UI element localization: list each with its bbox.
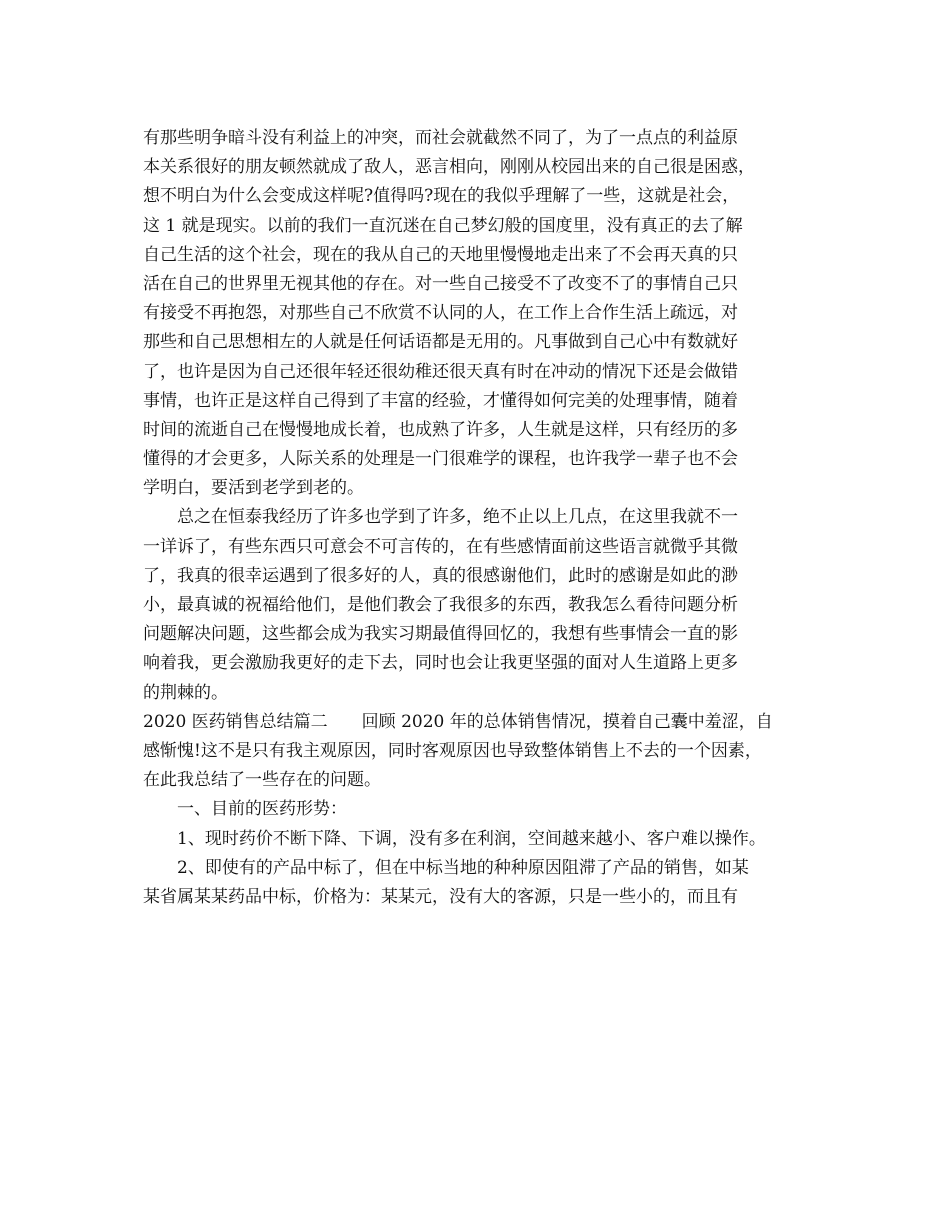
text-line: 感惭愧!这不是只有我主观原因，同时客观原因也导致整体销售上不去的一个因素， [143, 740, 762, 761]
text-line: 总之在恒泰我经历了许多也学到了许多，绝不止以上几点，在这里我就不一 [177, 507, 738, 528]
text-line: 响着我，更会激励我更好的走下去，同时也会让我更坚强的面对人生道路上更多 [143, 653, 738, 674]
text-line: 那些和自己思想相左的人就是任何话语都是无用的。凡事做到自己心中有数就好 [143, 332, 738, 353]
text-line: 的荆棘的。 [143, 682, 228, 703]
text-line: 2、即使有的产品中标了，但在中标当地的种种原因阻滞了产品的销售，如某 [177, 857, 749, 878]
document-body [143, 124, 823, 912]
text-line: 这 1 就是现实。以前的我们一直沉迷在自己梦幻般的国度里，没有真正的去了解 [143, 215, 743, 236]
text-line: 一、目前的医药形势： [177, 799, 347, 820]
text-line: 在此我总结了一些存在的问题。 [143, 770, 381, 791]
text-line: 2020 医药销售总结篇二 回顾 2020 年的总体销售情况，摸着自己囊中羞涩，自 [143, 711, 773, 732]
text-line: 时间的流逝自己在慢慢地成长着，也成熟了许多，人生就是这样，只有经历的多 [143, 419, 738, 440]
text-line: 活在自己的世界里无视其他的存在。对一些自己接受不了改变不了的事情自己只 [143, 273, 738, 294]
text-line: 问题解决问题，这些都会成为我实习期最值得回忆的，我想有些事情会一直的影 [143, 624, 738, 645]
text-line: 本关系很好的朋友顿然就成了敌人，恶言相向，刚刚从校园出来的自己很是困惑， [143, 157, 755, 178]
text-line: 小，最真诚的祝福给他们，是他们教会了我很多的东西，教我怎么看待问题分析 [143, 595, 738, 615]
text-line: 懂得的才会更多，人际关系的处理是一门很难学的课程，也许我学一辈子也不会 [143, 449, 738, 470]
text-line: 一详诉了，有些东西只可意会不可言传的，在有些感情面前这些语言就微乎其微 [143, 536, 738, 557]
text-line: 有那些明争暗斗没有利益上的冲突，而社会就截然不同了，为了一点点的利益原 [143, 128, 738, 148]
text-line: 了，我真的很幸运遇到了很多好的人，真的很感谢他们，此时的感谢是如此的渺 [143, 565, 738, 586]
text-line: 1、现时药价不断下降、下调，没有多在利润，空间越来越小、客户难以操作。 [177, 828, 766, 849]
text-line: 事情，也许正是这样自己得到了丰富的经验，才懂得如何完美的处理事情，随着 [143, 390, 738, 411]
text-line: 有接受不再抱怨，对那些自己不欣赏不认同的人，在工作上合作生活上疏远，对 [143, 303, 738, 324]
text-line: 某省属某某药品中标，价格为：某某元，没有大的客源，只是一些小的，而且有 [143, 886, 738, 907]
text-line: 了，也许是因为自己还很年轻还很幼稚还很天真有时在冲动的情况下还是会做错 [143, 361, 738, 382]
text-line: 自己生活的这个社会，现在的我从自己的天地里慢慢地走出来了不会再天真的只 [143, 244, 738, 265]
text-line: 想不明白为什么会变成这样呢?值得吗?现在的我似乎理解了一些，这就是社会， [143, 186, 740, 207]
text-line: 学明白，要活到老学到老的。 [143, 478, 364, 499]
